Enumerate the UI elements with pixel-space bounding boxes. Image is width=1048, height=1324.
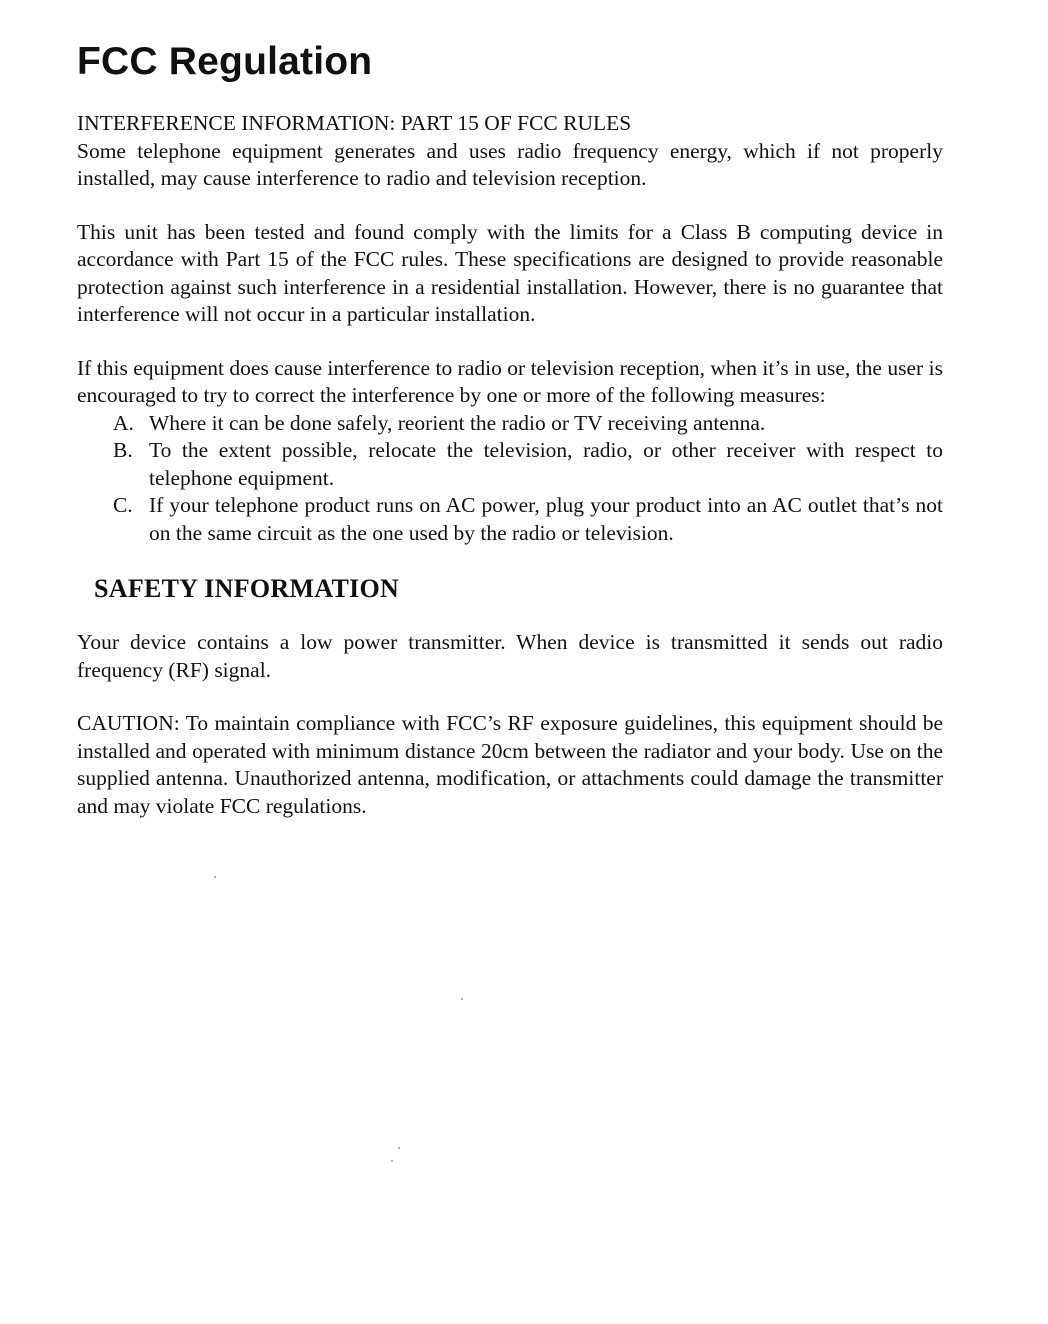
safety-section [77, 629, 943, 820]
scan-speck [398, 1147, 400, 1149]
scan-speck [214, 876, 216, 878]
measures-intro: If this equipment does cause interference to radio or television reception, when it’s in use, the user is encouraged to try to correct the interference by one or more of the following measures: [77, 355, 943, 407]
measures-list [77, 410, 943, 548]
list-item [77, 492, 943, 547]
list-marker: A. [113, 410, 134, 435]
class-b-compliance-paragraph: This unit has been tested and found comply with the limits for a Class B computing device in accordance with Part 15 of the FCC rules. These specifications are designed to provide reasonable protection against such interference in a residential installation. However, there is no guarantee that interference will not occur in a particular installation. [77, 219, 943, 326]
list-item-text: If your telephone product runs on AC power, plug your product into an AC outlet that’s not on the same circuit as the one used by the radio or television. [149, 493, 943, 545]
list-item-text: To the extent possible, relocate the television, radio, or other receiver with respect to telephone equipment. [149, 438, 943, 490]
scan-speck [391, 1160, 393, 1162]
list-item-text: Where it can be done safely, reorient the radio or TV receiving antenna. [149, 410, 766, 435]
interference-heading: INTERFERENCE INFORMATION: PART 15 OF FCC RULES [77, 111, 632, 135]
list-marker: C. [113, 493, 133, 517]
list-item [77, 437, 943, 492]
scan-speck [461, 998, 463, 1000]
transmitter-paragraph: Your device contains a low power transmitter. When device is transmitted it sends out radio frequency (RF) signal. [77, 630, 943, 682]
document-page [77, 38, 943, 820]
page-title: FCC Regulation [77, 40, 373, 83]
safety-heading: SAFETY INFORMATION [94, 574, 400, 603]
list-marker: B. [113, 438, 133, 462]
caution-paragraph: CAUTION: To maintain compliance with FCC’s RF exposure guidelines, this equipment should be installed and operated with minimum distance 20cm between the radiator and your body. Use on the supplied antenna. Unauthorized antenna, modification, or attachments could damage the transmitter and may violate FCC regulations. [77, 711, 943, 818]
interference-section [77, 110, 943, 547]
interference-intro: Some telephone equipment generates and uses radio frequency energy, which if not properly installed, may cause interference to radio and television reception. [77, 138, 943, 190]
list-item [77, 410, 943, 438]
